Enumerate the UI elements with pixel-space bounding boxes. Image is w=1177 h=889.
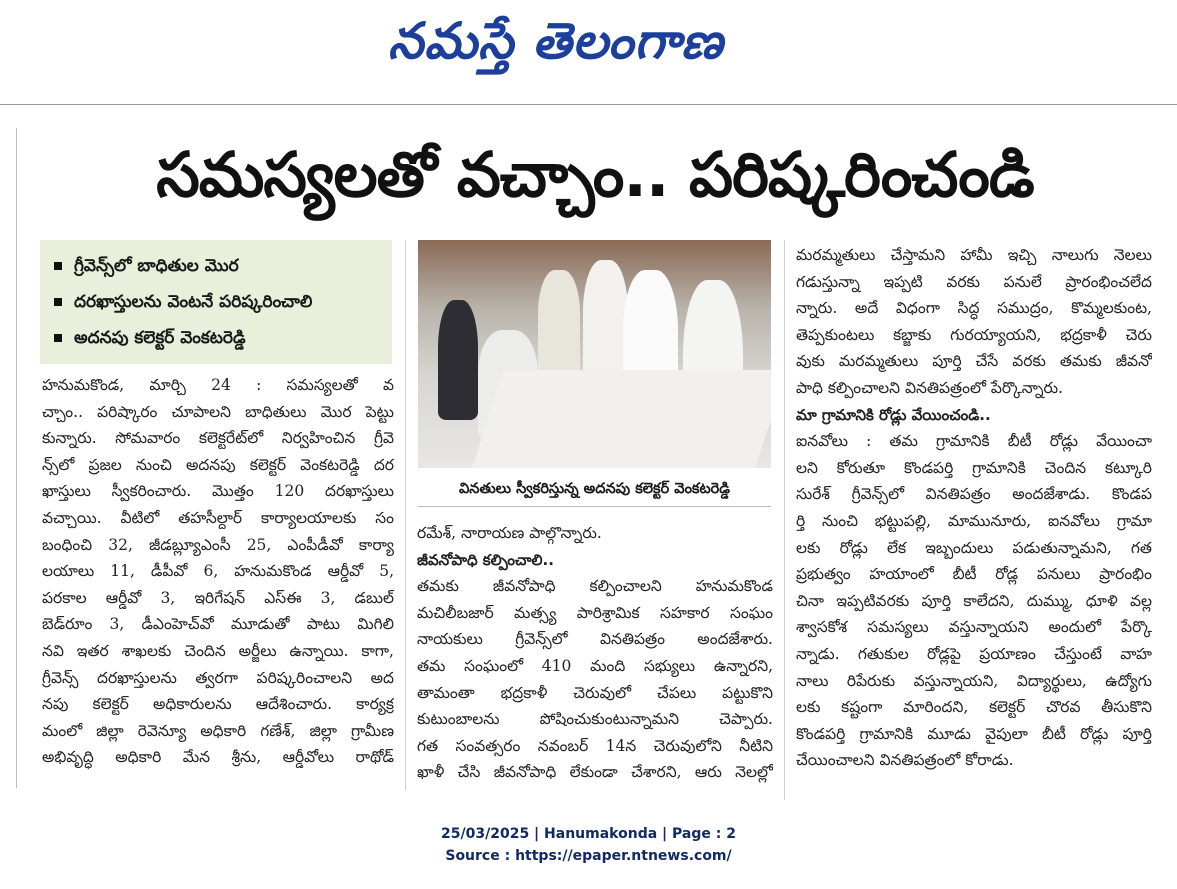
text-line: కొండపర్తి గ్రామానికి మూడు వైపులా బీటీ రోడ్లు పూర్తి [796,724,1152,743]
text-line: మరమ్మతులు చేస్తామని హామీ ఇచ్చి నాలుగు నెలలు [796,246,1152,264]
text-line: హనుమకొండ, మార్చి 24 : సమస్యలతో వ [42,376,394,394]
highlight-text: అదనపు కలెక్టర్ వెంకటరెడ్డి [74,328,246,348]
article-column-1 [42,372,394,771]
text-line: సురేశ్ గ్రీవెన్స్‌లో వినతిపత్రం అందజేశాడు. కొండప [796,485,1152,504]
article-column-3 [796,242,1152,774]
text-line: న్నాడు. గతుకుల రోడ్లపై ప్రయాణం చేస్తుంటే వాహ [796,644,1152,663]
highlights-box [40,240,392,364]
photo-person [438,300,478,420]
text-line: పరకాల ఆర్డీవో 3, ఇరిగేషన్ ఎస్ఈ 3, డబుల్ [42,588,394,607]
photo-person [538,270,580,380]
text-line: చినా ఇప్పటివరకు పూర్తి కాలేదని, దుమ్ము, ధూళి వల్ల [796,591,1152,610]
text-line: ర్తి నుంచి భట్టుపల్లి, మామునూరు, ఐనవోలు గ్రామా [796,511,1152,530]
text-line: చ్చాం.. పరిష్కారం చూపాలని బాధితులు మొర పెట్టు [42,402,394,421]
text-line: తెప్పకుంటలు కబ్జాకు గురయ్యాయని, భద్రకాళీ చెరు [796,325,1152,344]
highlight-item [54,248,382,284]
highlight-text: గ్రీవెన్స్‌లో బాధితుల మొర [74,256,239,276]
text-line: గత సంవత్సరం నవంబర్ 14న చెరువులోని నీటిని [417,736,773,755]
text-line: న్స్‌లో ప్రజల నుంచి అదనపు కలెక్టర్ వెంకటరెడ్డి దర [42,455,394,474]
text-line: లకు కష్టంగా మారిందని, కలెక్టర్ చొరవ తీసుకొని [796,698,1152,717]
square-bullet-icon [54,298,62,306]
square-bullet-icon [54,334,62,342]
text-line: నపు కలెక్టర్ అధికారులను ఆదేశించారు. కార్యక్ర [42,695,394,714]
text-line: నవి ఇతర శాఖలకు చెందిన అర్జీలు ఉన్నాయి. కాగా, [42,641,394,660]
text-line: శ్వాసకోశ సమస్యలు వస్తున్నాయని అందులో పేర్కొ [796,618,1152,637]
masthead [0,0,1177,105]
text-line: వుకు మరమ్మతులు పూర్తి చేసే వరకు తమకు జీవనో [796,352,1152,371]
text-line: మంలో జిల్లా రెవెన్యూ అధికారి గణేశ్, జిల్లా గ్రామీణ [42,721,394,740]
column-divider [405,240,406,790]
text-line: లని కోరుతూ కొండపర్తి గ్రామానికి చెందిన కట్కూరి [796,458,1152,477]
text-line: బెడ్‌రూం 3, డీఎంహెచ్‌వో మూడుతో పాటు మిగిలి [42,615,394,634]
article-headline: సమస్యలతో వచ్చాం.. పరిష్కరించండి [156,138,1034,211]
text-line: గడుస్తున్నా ఇప్పటి వరకు పనులే ప్రారంభించలేద [796,272,1152,291]
text-line: రమేశ్, నారాయణ పాల్గొన్నారు. [417,524,602,542]
highlight-item [54,284,382,320]
square-bullet-icon [54,262,62,270]
subheading: మా గ్రామానికి రోడ్లు వేయించండి.. [796,405,991,424]
text-line: బంధించి 32, జీడబ్ల్యూఎంసీ 25, ఎంపీడీవో కార్యా [42,535,394,554]
text-line: లకు రోడ్లు లేక ఇబ్బందులు పడుతున్నామని, గత [796,538,1152,557]
photo-caption: వినతులు స్వీకరిస్తున్న అదనపు కలెక్టర్ వెంకటరెడ్డి [418,472,771,507]
newspaper-logo: నమస్తే తెలంగాణ [388,12,724,70]
article-column-2 [417,520,773,786]
text-line: తమకు జీవనోపాధి కల్పించాలని హనుమకొండ [417,577,773,596]
text-line: కున్నారు. సోమవారం కలెక్టరేట్‌లో నిర్వహించిన గ్రీవె [42,429,394,448]
text-line: ప్రభుత్వం హయాంలో బీటీ రోడ్ల పనులు ప్రారంభిం [796,565,1152,584]
text-line: పాధి కల్పించాలని వినతిపత్రంలో పేర్కొన్నారు. [796,378,1064,397]
text-line: లయాలు 11, డీపీవో 6, హనుమకొండ ఆర్డీవో 5, [42,562,394,581]
text-line: వచ్చాయి. వీటిలో తహసీల్దార్ కార్యాలయాలకు సం [42,508,394,527]
text-line: తామంతా భద్రకాళీ చెరువులో చేపలు పట్టుకొని [417,683,773,702]
text-line: ఐనవోలు : తమ గ్రామానికి బీటీ రోడ్లు వేయించా [796,432,1152,451]
text-line: న్నారు. అదే విధంగా సిద్ధ సముద్రం, కొమ్మలకుంట, [796,299,1152,318]
edition-info: 25/03/2025 | Hanumakonda | Page : 2 [441,826,736,842]
source-link[interactable]: Source : https://epaper.ntnews.com/ [445,848,732,864]
text-line: చేయించాలని వినతిపత్రంలో కోరాడు. [796,751,1014,770]
text-line: గ్రీవెన్స్ దరఖాస్తులను త్వరగా పరిష్కరించాలని అద [42,668,394,687]
highlight-item [54,320,382,356]
highlight-text: దరఖాస్తులను వెంటనే పరిష్కరించాలి [74,292,313,312]
text-line: మచిలీబజార్ మత్స్య పారిశ్రామిక సహకార సంఘం [417,603,773,622]
text-line: తమ సంఘంలో 410 మంది సభ్యులు ఉన్నారని, [417,656,773,675]
left-column-rule [16,128,17,788]
text-line: ఖాస్తులు స్వీకరించారు. మొత్తం 120 దరఖాస్తులు [42,482,394,501]
text-line: ఖాళీ చేసి జీవనోపాధి లేకుండా చేశారని, ఆరు నెలల్లో [417,763,773,782]
news-photo [418,240,771,468]
subheading: జీవనోపాధి కల్పించాలి.. [417,550,554,569]
photo-table [472,370,771,468]
text-line: కుటుంబాలను పోషించుకుంటున్నామని చెప్పారు. [417,710,773,729]
column-divider [784,240,785,800]
text-line: నాయకులు గ్రీవెన్స్‌లో వినతిపత్రం అందజేశారు. [417,630,773,649]
page-footer [0,823,1177,867]
text-line: నాలు రిపేరుకు వస్తున్నాయని, విద్యార్థులు, ఉద్యోగు [796,671,1152,690]
text-line: అభివృద్ధి అధికారి మేన శ్రీను, ఆర్డీవోలు రాథోడ్ [42,748,394,767]
